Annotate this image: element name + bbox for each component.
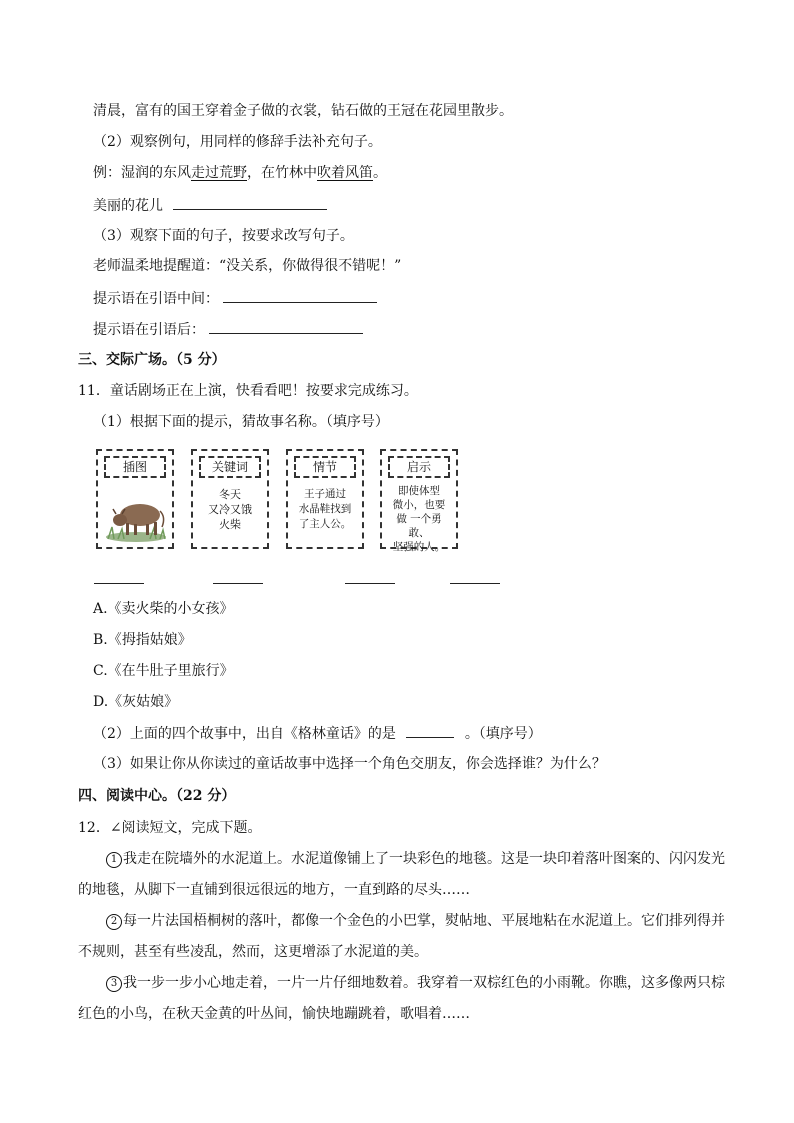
card-2-answer-blank[interactable] <box>213 583 263 584</box>
q10-example <box>93 163 387 183</box>
q10-flower-row <box>93 195 327 216</box>
end-prompt-answer-blank[interactable] <box>209 319 363 334</box>
q10-sub3: （3）观察下面的句子，按要求改写句子。 <box>93 228 354 244</box>
card-line: 了主人公。 <box>298 518 352 530</box>
q10-mid-prompt-row <box>93 288 377 309</box>
paragraph-text: 我一步一步小心地走着，一片一片仔细地数着。我穿着一双棕红色的小雨靴。你瞧，这多像两只棕 <box>123 975 725 991</box>
paragraph-number: 3 <box>106 976 122 992</box>
q11-sub2-row <box>93 723 542 744</box>
option-d: D.《灰姑娘》 <box>93 694 179 710</box>
example-prefix: 例：湿润的东风 <box>93 165 191 181</box>
card-4-answer-blank[interactable] <box>450 583 500 584</box>
card-line: 火柴 <box>219 518 241 531</box>
card-line: 冬天 <box>219 488 241 501</box>
q10-end-prompt-row <box>93 319 363 340</box>
flower-answer-blank[interactable] <box>173 195 327 210</box>
q11-stem: 11．童话剧场正在上演，快看看吧！按要求完成练习。 <box>78 383 418 399</box>
q10-sub2: （2）观察例句，用同样的修辞手法补充句子。 <box>93 134 382 150</box>
q12-stem: 12．∠阅读短文，完成下题。 <box>78 820 262 836</box>
card-line: 又冷又饿 <box>208 503 252 516</box>
hint-card-plot <box>286 449 364 549</box>
card-3-answer-blank[interactable] <box>345 583 395 584</box>
card-line: 微小，也要 <box>392 499 446 511</box>
section-4-title: 四、阅读中心。（22 分） <box>78 788 236 804</box>
card-header: 关键词 <box>199 456 261 478</box>
card-header: 插图 <box>104 456 166 478</box>
hint-card-illustration <box>96 449 174 549</box>
section-3-title: 三、交际广场。（5 分） <box>78 352 226 368</box>
paragraph-2-line-1 <box>106 911 725 931</box>
mid-prompt-label: 提示语在引语中间： <box>93 291 219 307</box>
option-c: C.《在牛肚子里旅行》 <box>93 663 234 679</box>
q10-teacher-sentence: 老师温柔地提醒道：“没关系，你做得很不错呢！” <box>93 258 402 274</box>
card-body <box>386 484 452 554</box>
card-body <box>197 487 263 532</box>
q10-line-1: 清晨，富有的国王穿着金子做的衣裳，钻石做的王冠在花园里散步。 <box>93 103 513 119</box>
hint-card-keywords <box>191 449 269 549</box>
card-header: 情节 <box>294 456 356 478</box>
bull-illustration-icon <box>104 487 168 543</box>
example-end: 。 <box>373 165 387 181</box>
card-line: 即使体型 <box>398 485 440 497</box>
example-mid: ，在竹林中 <box>247 165 317 181</box>
q11-sub3: （3）如果让你从你读过的童话故事中选择一个角色交朋友，你会选择谁？为什么？ <box>93 756 606 772</box>
card-header: 启示 <box>388 456 450 478</box>
flower-label: 美丽的花儿 <box>93 198 163 214</box>
q11-sub2: （2）上面的四个故事中，出自《格林童话》的是 <box>93 726 396 742</box>
card-line: 水晶鞋找到 <box>298 503 352 515</box>
paragraph-3-line-1 <box>106 973 725 993</box>
paragraph-number: 2 <box>106 914 122 930</box>
card-1-answer-blank[interactable] <box>94 583 144 584</box>
example-underline-1: 走过荒野 <box>191 165 247 181</box>
grimm-answer-blank[interactable] <box>406 723 454 738</box>
end-prompt-label: 提示语在引语后： <box>93 322 205 338</box>
paragraph-text: 我走在院墙外的水泥道上。水泥道像铺上了一块彩色的地毯。这是一块印着落叶图案的、闪闪发光 <box>123 851 725 867</box>
q11-sub1: （1）根据下面的提示，猜故事名称。（填序号） <box>93 414 389 430</box>
q11-sub2-end: 。（填序号） <box>464 726 542 742</box>
paragraph-text: 每一片法国梧桐树的落叶，都像一个金色的小巴掌，熨帖地、平展地粘在水泥道上。它们排列得并 <box>123 913 725 929</box>
card-body <box>292 487 358 532</box>
card-line: 坚强的人。 <box>392 541 446 553</box>
paragraph-number: 1 <box>106 852 122 868</box>
hint-card-moral <box>380 449 458 553</box>
paragraph-1-line-2: 的地毯，从脚下一直铺到很远很远的地方，一直到路的尽头…… <box>78 882 470 898</box>
paragraph-2-line-2: 不规则，甚至有些凌乱，然而，这更增添了水泥道的美。 <box>78 944 428 960</box>
example-underline-2: 吹着风笛 <box>317 165 373 181</box>
option-b: B.《拇指姑娘》 <box>93 632 192 648</box>
option-a: A.《卖火柴的小女孩》 <box>93 601 234 617</box>
paragraph-1-line-1 <box>106 849 725 869</box>
card-line: 王子通过 <box>304 488 346 500</box>
mid-prompt-answer-blank[interactable] <box>223 288 377 303</box>
card-line: 做 一个勇敢、 <box>396 513 442 539</box>
paragraph-3-line-2: 红色的小鸟，在秋天金黄的叶丛间，愉快地蹦跳着，歌唱着…… <box>78 1006 470 1022</box>
